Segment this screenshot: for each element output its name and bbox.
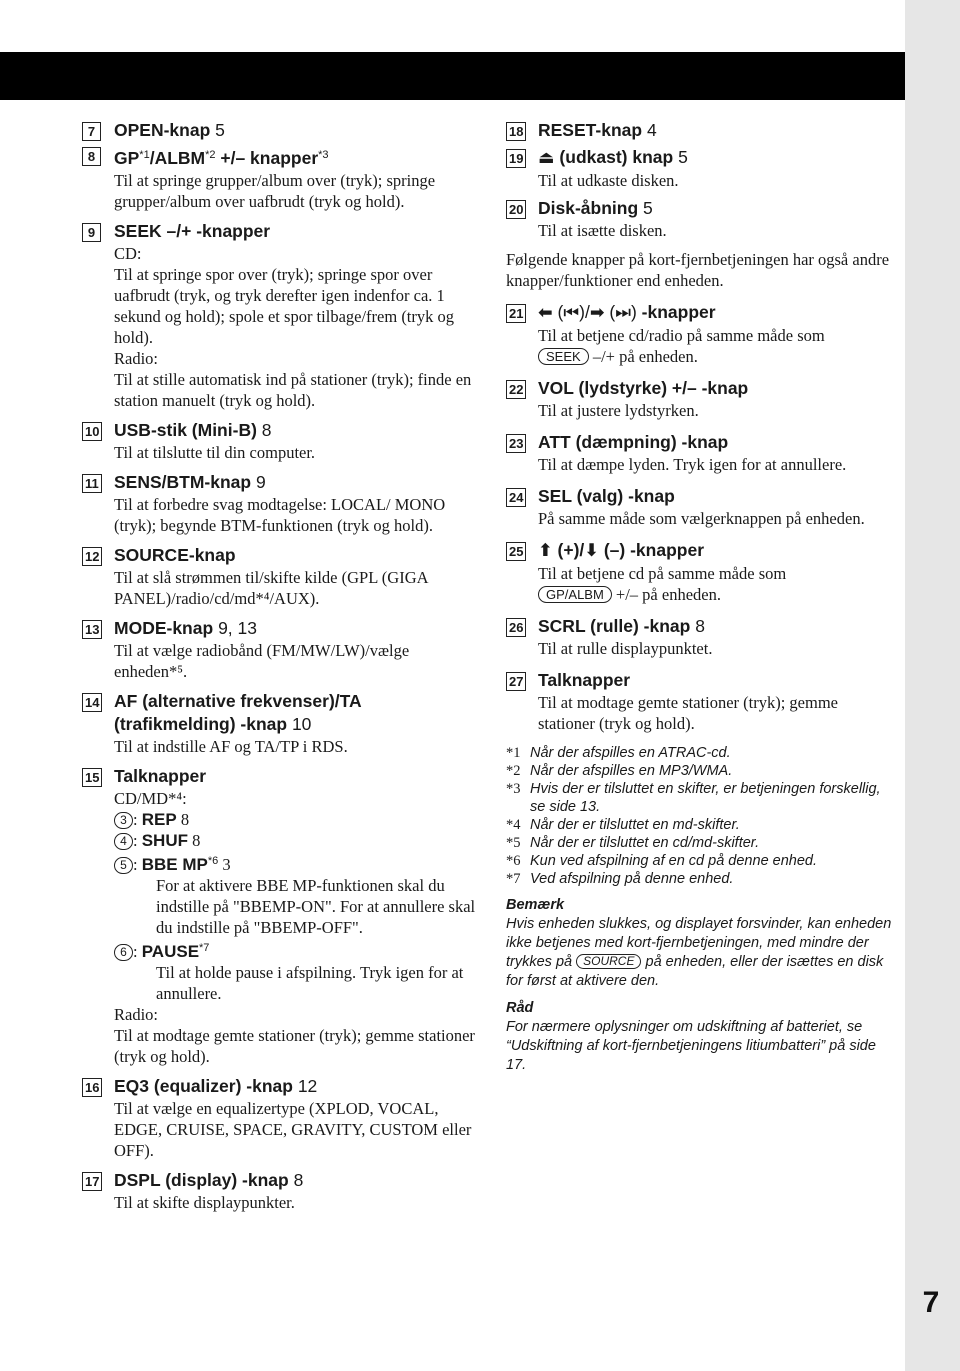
item-number: 22 bbox=[506, 380, 526, 399]
item-9 bbox=[82, 220, 482, 411]
item-title: Disk-åbning bbox=[538, 198, 639, 218]
tip-body: For nærmere oplysninger om udskiftning af batteriet, se “Udskiftning af kort-fjernbetjeningens litiumbatteri” på side 17. bbox=[506, 1019, 876, 1073]
item-25 bbox=[506, 539, 896, 605]
key-5-description: For at aktivere BBE MP-funktionen skal du indstille på "BBEMP-ON". For at annullere skal du indstille på "BBEMP-OFF". bbox=[156, 876, 476, 937]
gp-albm-button-label: GP/ALBM bbox=[538, 586, 612, 603]
item-number: 21 bbox=[506, 304, 526, 323]
item-title: RESET-knap bbox=[538, 120, 643, 140]
item-title: VOL (lydstyrke) +/– -knap bbox=[538, 378, 749, 398]
item-body: På samme måde som vælgerknappen på enheden. bbox=[538, 509, 865, 528]
item-title: SENS/BTM-knap bbox=[114, 472, 252, 492]
item-20 bbox=[506, 197, 896, 241]
item-body: Til at vælge en equalizertype (XPLOD, VOCAL, EDGE, CRUISE, SPACE, GRAVITY, CUSTOM eller OFF). bbox=[114, 1099, 472, 1160]
item-body: +/– på enheden. bbox=[615, 585, 721, 604]
item-number: 10 bbox=[82, 422, 102, 441]
footnote: *4 Når der er tilsluttet en md-skifter. bbox=[506, 817, 740, 833]
item-number: 16 bbox=[82, 1078, 102, 1097]
item-body: Til at springe spor over (tryk); springe spor over uafbrudt (tryk, og tryk derefter igen indenfor ca. 1 sekund og hold); spole et spor tilbage/frem (tryk og hold). bbox=[114, 265, 455, 347]
item-14 bbox=[82, 690, 482, 757]
item-10 bbox=[82, 419, 482, 463]
item-number: 8 bbox=[82, 147, 101, 166]
previous-icon: ⏮ bbox=[563, 303, 580, 323]
item-body: Til at modtage gemte stationer (tryk); gemme stationer (tryk og hold). bbox=[538, 693, 838, 733]
key-6-row: 6 : PAUSE$^{*7}$ bbox=[114, 938, 482, 962]
seek-button-label: SEEK bbox=[538, 348, 589, 365]
item-title: OPEN-knap bbox=[114, 120, 211, 140]
item-body: Til at stille automatisk ind på stationer (tryk); finde en station manuelt (tryk og hold). bbox=[114, 370, 472, 410]
page-ref: 5 bbox=[643, 198, 653, 218]
item-number: 25 bbox=[506, 542, 526, 561]
item-12 bbox=[82, 544, 482, 609]
item-body: Til at skifte displaypunkter. bbox=[114, 1193, 295, 1212]
note-section bbox=[506, 896, 896, 991]
item-body: Radio: bbox=[114, 349, 158, 368]
item-title: ⬆ (+)/⬇ (–) -knapper bbox=[538, 540, 704, 561]
page-ref: 8 bbox=[695, 616, 705, 636]
key-6-description: Til at holde pause i afspilning. Tryk igen for at annullere. bbox=[156, 963, 464, 1003]
footnotes bbox=[506, 744, 896, 888]
item-title: USB-stik (Mini-B) bbox=[114, 420, 257, 440]
source-button-label: SOURCE bbox=[576, 954, 641, 969]
footnote: *7 Ved afspilning på denne enhed. bbox=[506, 871, 734, 887]
item-8 bbox=[82, 144, 482, 212]
item-body: Til at justere lydstyrken. bbox=[538, 401, 699, 420]
side-tab bbox=[905, 0, 960, 1371]
page-ref: 9 bbox=[255, 472, 266, 492]
page-ref: 8 bbox=[261, 420, 272, 440]
item-title: EQ3 (equalizer) -knap bbox=[114, 1076, 293, 1096]
key-5-row: 5 : BBE MP$^{*6}$ 3 bbox=[114, 851, 482, 875]
item-7 bbox=[82, 119, 482, 142]
item-title: ATT (dæmpning) -knap bbox=[538, 432, 729, 452]
item-title: SEEK –/+ -knapper bbox=[114, 221, 271, 241]
item-body: CD: bbox=[114, 244, 142, 263]
item-title: SEL (valg) -knap bbox=[538, 486, 675, 506]
item-23 bbox=[506, 431, 896, 475]
item-body: Til at indstille AF og TA/TP i RDS. bbox=[114, 737, 348, 756]
item-title: Talknapper bbox=[114, 766, 207, 786]
next-icon: ⏭ bbox=[615, 303, 631, 323]
item-27 bbox=[506, 669, 896, 734]
note-body: Hvis enheden slukkes, og displayet forsvinder, kan enheden ikke betjenes med kort-fjernbetjeningen, med mindre der trykkes på SOURCE på enheden, eller der isættes en disk for først at aktivere den. bbox=[506, 916, 892, 989]
item-number: 12 bbox=[82, 547, 102, 566]
item-title: Talknapper bbox=[538, 670, 631, 690]
item-body: Til at betjene cd på samme måde som bbox=[538, 564, 787, 583]
item-number: 17 bbox=[82, 1172, 102, 1191]
footnote: *2 Når der afspilles en MP3/WMA. bbox=[506, 763, 733, 779]
header-bar bbox=[0, 52, 905, 100]
tip-section bbox=[506, 999, 896, 1075]
item-number: 27 bbox=[506, 672, 526, 691]
item-body: Til at rulle displaypunktet. bbox=[538, 639, 713, 658]
page-ref: 5 bbox=[678, 147, 688, 167]
item-number: 9 bbox=[82, 223, 101, 242]
item-number: 23 bbox=[506, 434, 526, 453]
item-number: 15 bbox=[82, 768, 102, 787]
footnote: *5 Når der er tilsluttet en cd/md-skifter. bbox=[506, 835, 760, 851]
item-body: Til at udkaste disken. bbox=[538, 171, 679, 190]
item-body: Til at slå strømmen til/skifte kilde (GPL (GIGA PANEL)/radio/cd/md*⁴/AUX). bbox=[114, 568, 428, 608]
remote-intro: Følgende knapper på kort-fjernbetjeningen har også andre knapper/funktioner end enheden. bbox=[506, 250, 890, 290]
item-22 bbox=[506, 377, 896, 421]
item-title: SCRL (rulle) -knap bbox=[538, 616, 691, 636]
note-heading: Bemærk bbox=[506, 897, 565, 913]
key-4-row: 4 : SHUF 8 bbox=[114, 830, 482, 851]
item-body: Til at isætte disken. bbox=[538, 221, 667, 240]
page-ref: 12 bbox=[297, 1076, 318, 1096]
key-6-icon: 6 bbox=[114, 944, 133, 961]
page-ref: 8 bbox=[293, 1170, 304, 1190]
left-arrow-icon: ⬅ bbox=[538, 303, 553, 323]
footnote: *1 Når der afspilles en ATRAC-cd. bbox=[506, 745, 731, 761]
item-18 bbox=[506, 119, 896, 142]
item-body: Radio: bbox=[114, 1005, 158, 1024]
item-body: CD/MD*⁴: bbox=[114, 789, 187, 808]
page-ref: 10 bbox=[291, 714, 312, 734]
key-4-icon: 4 bbox=[114, 833, 133, 850]
down-arrow-icon: ⬇ bbox=[584, 541, 599, 561]
page-ref: 9, 13 bbox=[218, 618, 257, 638]
item-16 bbox=[82, 1075, 482, 1161]
page-ref: 5 bbox=[215, 120, 225, 140]
item-body: Til at dæmpe lyden. Tryk igen for at annullere. bbox=[538, 455, 847, 474]
item-body: Til at forbedre svag modtagelse: LOCAL/ MONO (tryk); begynde BTM-funktionen (tryk og hold). bbox=[114, 495, 446, 535]
item-number: 14 bbox=[82, 693, 102, 712]
item-body: Til at springe grupper/album over (tryk); springe grupper/album over uafbrudt (tryk og hold). bbox=[114, 171, 436, 211]
up-arrow-icon: ⬆ bbox=[538, 541, 553, 561]
item-15 bbox=[82, 765, 482, 1067]
item-number: 24 bbox=[506, 488, 526, 507]
footnote: *3 Hvis der er tilsluttet en skifter, er betjeningen forskellig, se side 13. bbox=[506, 781, 881, 815]
item-number: 20 bbox=[506, 200, 526, 219]
item-17 bbox=[82, 1169, 482, 1213]
item-11 bbox=[82, 471, 482, 536]
right-column bbox=[506, 119, 896, 1075]
eject-icon: ⏏ bbox=[538, 148, 555, 168]
item-body: Til at modtage gemte stationer (tryk); gemme stationer (tryk og hold). bbox=[114, 1026, 475, 1066]
item-number: 26 bbox=[506, 618, 526, 637]
key-5-icon: 5 bbox=[114, 857, 133, 874]
item-title: MODE-knap bbox=[114, 618, 214, 638]
item-13 bbox=[82, 617, 482, 682]
item-body: Til at tilslutte til din computer. bbox=[114, 443, 316, 462]
item-number: 7 bbox=[82, 122, 101, 141]
item-number: 13 bbox=[82, 620, 102, 639]
footnote: *6 Kun ved afspilning af en cd på denne enhed. bbox=[506, 853, 818, 869]
item-number: 18 bbox=[506, 122, 526, 141]
page-ref: 4 bbox=[646, 120, 657, 140]
key-3-icon: 3 bbox=[114, 812, 133, 829]
item-24 bbox=[506, 485, 896, 529]
page-number: 7 bbox=[922, 1286, 940, 1319]
item-title: SOURCE-knap bbox=[114, 545, 236, 565]
item-body: Til at betjene cd/radio på samme måde som bbox=[538, 326, 825, 345]
item-title: DSPL (display) -knap bbox=[114, 1170, 289, 1190]
item-body: –/+ på enheden. bbox=[592, 347, 698, 366]
item-19 bbox=[506, 146, 896, 191]
item-title: $GP^{*1}/ALBM^{*2}$ +/– knapper$^{*3}$ bbox=[114, 148, 329, 168]
item-21 bbox=[506, 301, 896, 367]
right-arrow-icon: ➡ bbox=[589, 303, 605, 323]
tip-heading: Råd bbox=[506, 1000, 534, 1016]
item-26 bbox=[506, 615, 896, 659]
item-title: AF (alternative frekvenser)/TA (trafikmelding) -knap bbox=[114, 691, 362, 734]
item-title: ⬅ (⏮)/➡ (⏭) -knapper bbox=[538, 302, 716, 323]
item-number: 11 bbox=[82, 474, 102, 493]
item-title: (udkast) knap bbox=[559, 147, 674, 167]
left-column bbox=[82, 119, 482, 1213]
item-body: Til at vælge radiobånd (FM/MW/LW)/vælge enheden*⁵. bbox=[114, 641, 410, 681]
key-3-row: 3 : REP 8 bbox=[114, 809, 482, 830]
item-number: 19 bbox=[506, 149, 526, 168]
